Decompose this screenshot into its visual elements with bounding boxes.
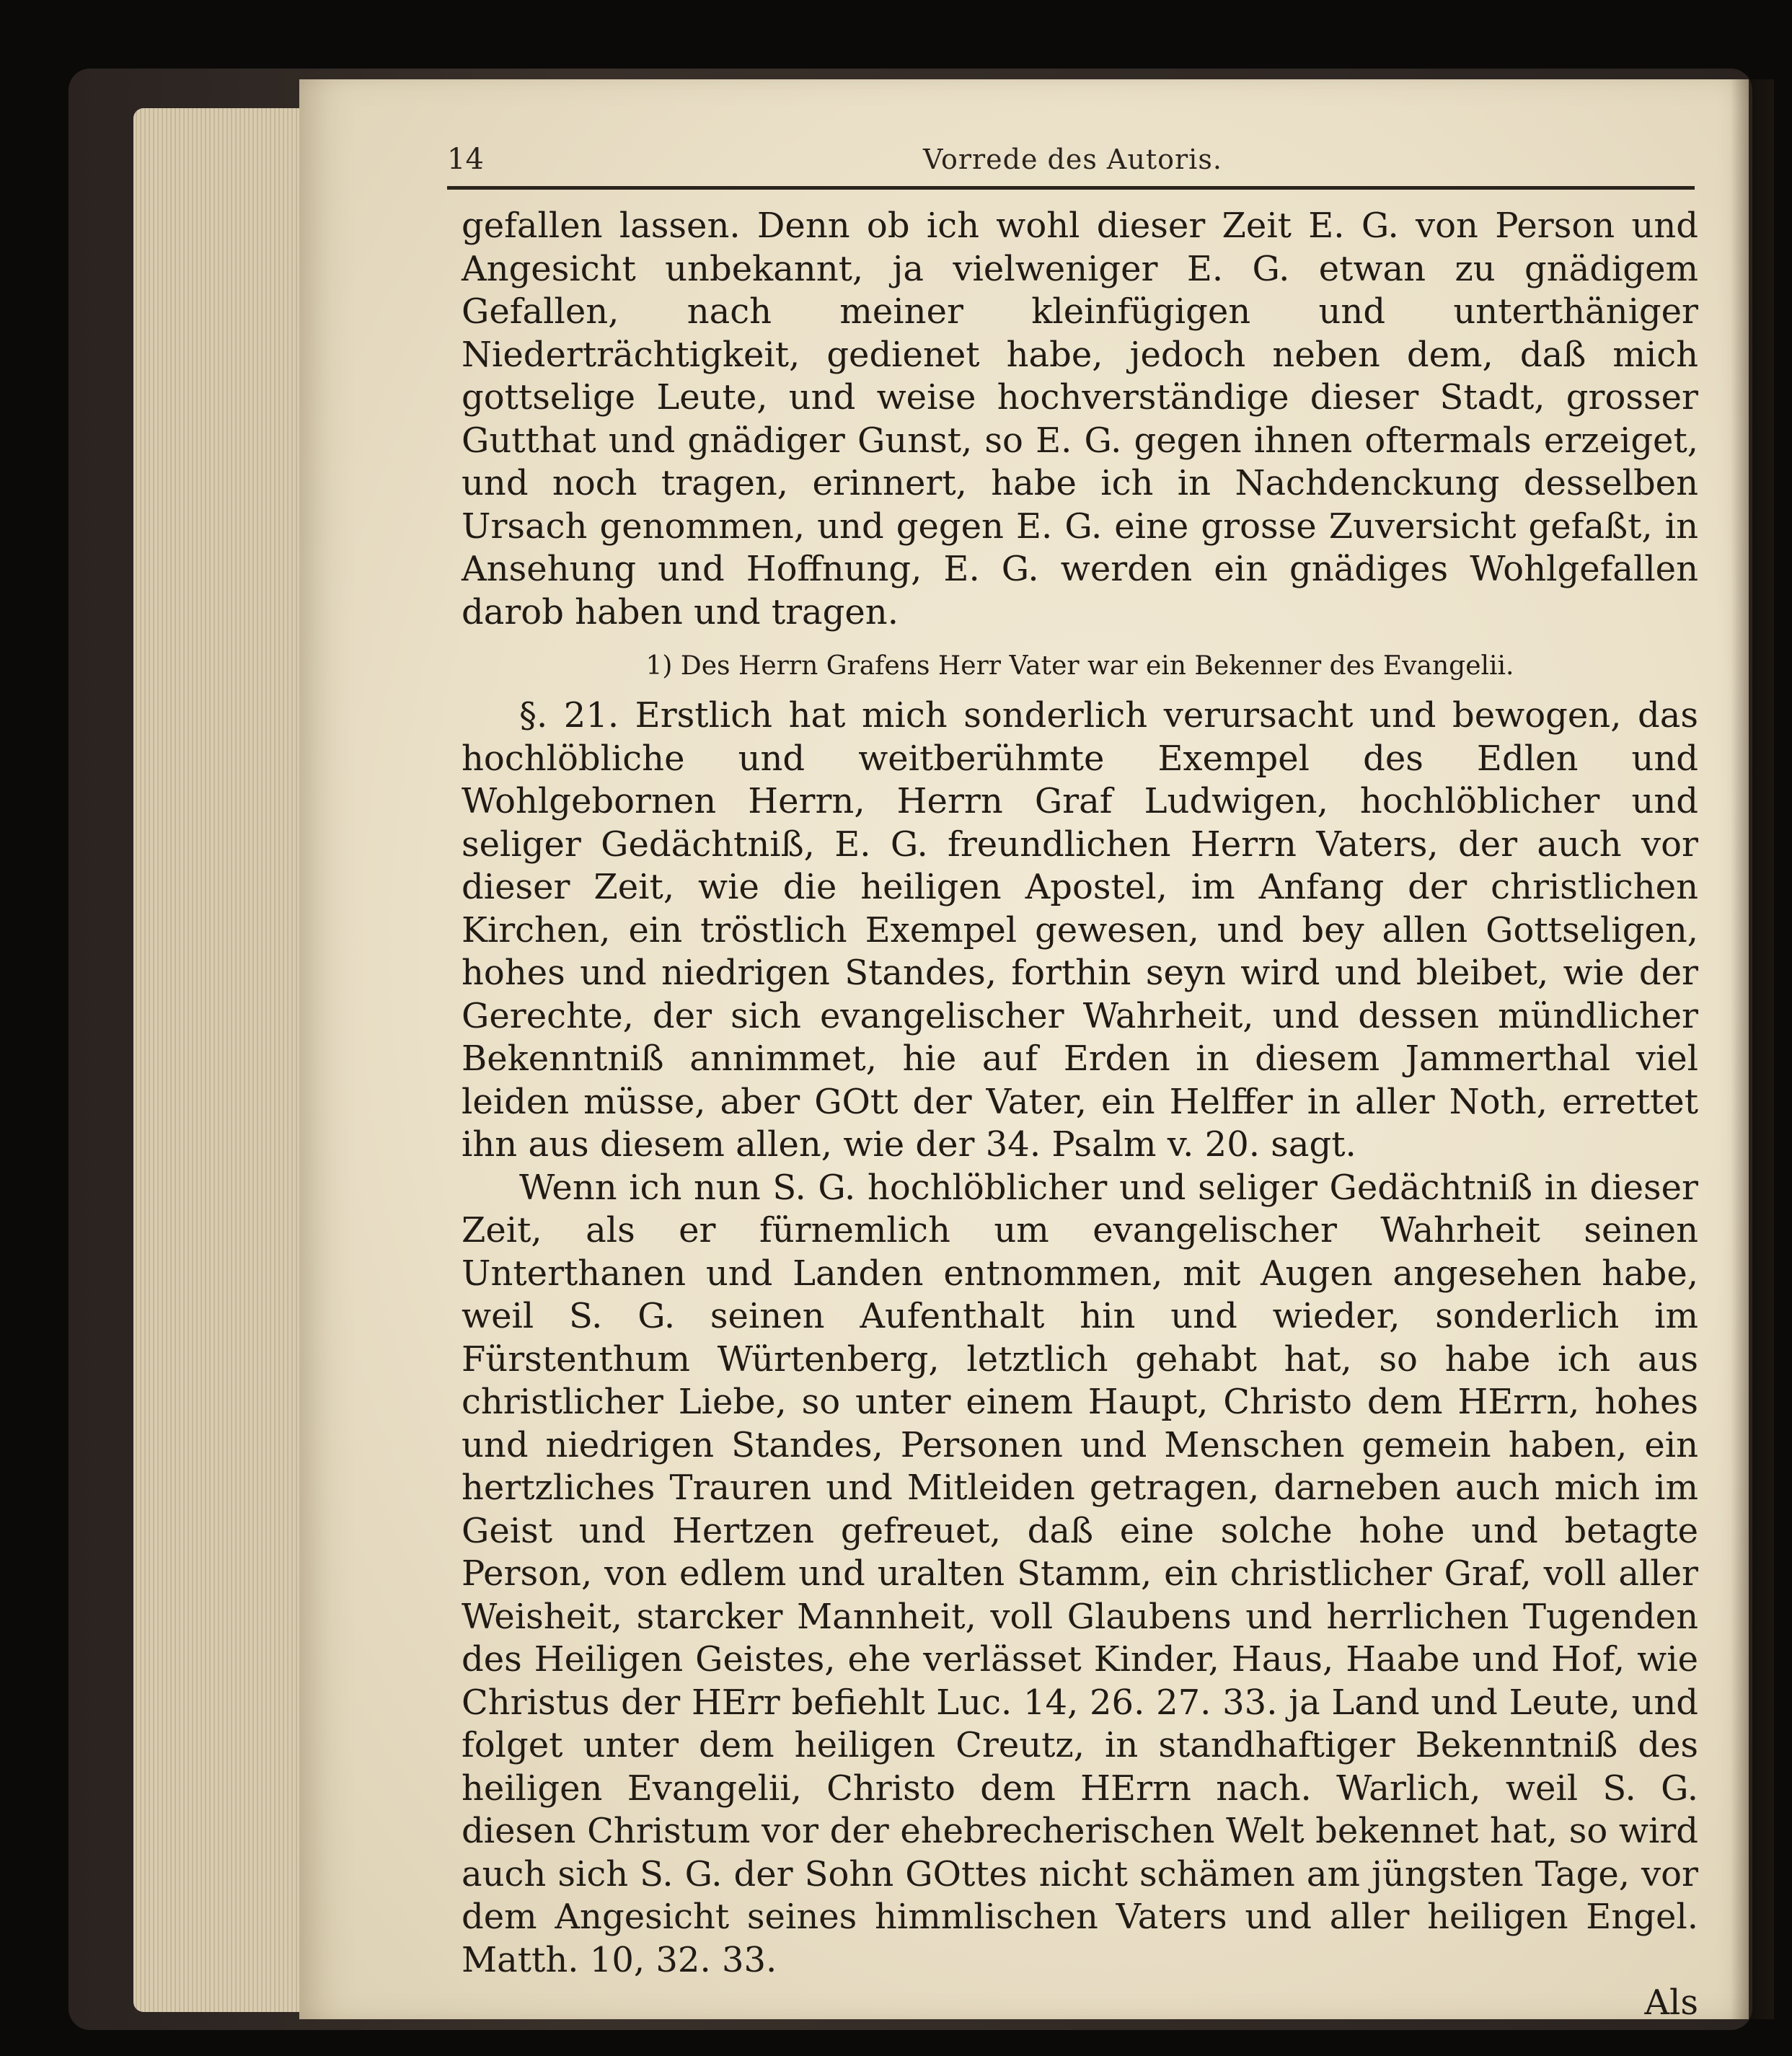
page-header [447, 141, 1695, 177]
catchword-line [462, 1982, 1698, 2025]
page-edges [133, 108, 314, 2012]
paragraph-1: gefallen lassen. Denn ob ich wohl dieser Zeit E. G. von Person und Angesicht unbekannt, ja vielweniger E. G. etwan zu gnädigem Gefallen, nach meiner kleinfügigen und unterthäniger Niederträchtigkeit, gedienet habe, jedoch neben dem, daß mich gottselige Leute, und weise hochverständige dieser Stadt, grosser Gutthat und gnädiger Gunst, so E. G. gegen ihnen oftermals erzeiget, und noch tragen, erinnert, habe ich in Nachdenckung desselben Ursach genommen, und gegen E. G. eine grosse Zuversicht gefaßt, in Ansehung und Hoffnung, E. G. werden ein gnädiges Wohlgefallen darob haben und tragen. [462, 206, 1698, 632]
main-text [462, 205, 1698, 2025]
page-gutter [1731, 79, 1774, 2019]
catchword: Als [1644, 1982, 1698, 2023]
page-number: 14 [447, 143, 484, 176]
running-head: Vorrede des Autoris. [923, 144, 1222, 175]
header-rule [447, 186, 1695, 190]
paragraph-3: Wenn ich nun S. G. hochlöblicher und seliger Gedächtniß in dieser Zeit, als er fürnemlich um evangelischer Wahrheit seinen Unterthanen und Landen entnommen, mit Augen angesehen habe, weil S. G. seinen Aufenthalt hin und wieder, sonderlich im Fürstenthum Würtenberg, letztlich gehabt hat, so habe ich aus christlicher Liebe, so unter einem Haupt, Christo dem HErrn, hohes und niedrigen Standes, Personen und Menschen gemein haben, ein hertzliches Trauren und Mitleiden getragen, darneben auch mich im Geist und Hertzen gefreuet, daß eine solche hohe und betagte Person, von edlem und uralten Stamm, ein christlicher Graf, voll aller Weisheit, starcker Mannheit, voll Glaubens und herrlichen Tugenden des Heiligen Geistes, ehe verlässet Kinder, Haus, Haabe und Hof, wie Christus der HErr befiehlt Luc. 14, 26. 27. 33. ja Land und Leute, und folget unter dem heiligen Creutz, in standhaftiger Bekenntniß des heiligen Evangelii, Christo dem HErrn nach. Warlich, weil S. G. diesen Christum vor der ehebrecherischen Welt bekennet hat, so wird auch sich S. G. der Sohn GOttes nicht schämen am jüngsten Tage, vor dem Angesicht seines himmlischen Vaters und aller heiligen Engel. Matth. 10, 32. 33. [462, 1167, 1698, 1980]
paragraph-2: §. 21. Erstlich hat mich sonderlich verursacht und bewogen, das hochlöbliche und weitberühmte Exempel des Edlen und Wohlgebornen Herrn, Herrn Graf Ludwigen, hochlöblicher und seliger Gedächtniß, E. G. freundlichen Herrn Vaters, der auch vor dieser Zeit, wie die heiligen Apostel, im Anfang der christlichen Kirchen, ein tröstlich Exempel gewesen, und bey allen Gottseligen, hohes und niedrigen Standes, forthin seyn wird und bleibet, wie der Gerechte, der sich evangelischer Wahrheit, und dessen mündlicher Bekenntniß annimmet, hie auf Erden in diesem Jammerthal viel leiden müsse, aber GOtt der Vater, ein Helffer in aller Noth, errettet ihn aus diesem allen, wie der 34. Psalm v. 20. sagt. [462, 695, 1698, 1165]
footnote: 1) Des Herrn Grafens Herr Vater war ein Bekenner des Evangelii. [645, 651, 1514, 681]
